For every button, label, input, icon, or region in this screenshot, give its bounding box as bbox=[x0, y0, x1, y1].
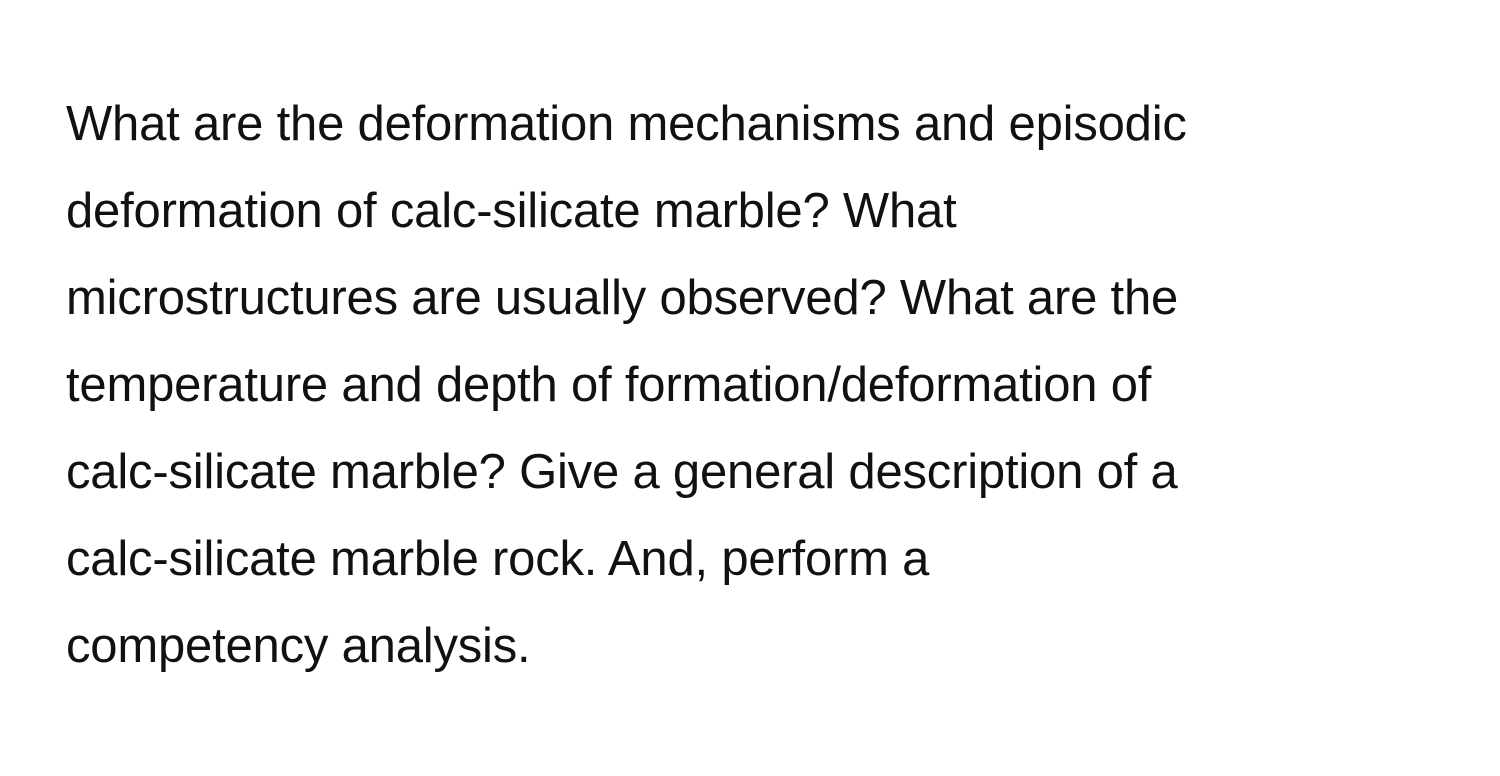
question-line: competency analysis. bbox=[66, 619, 531, 673]
question-line: calc-silicate marble rock. And, perform a bbox=[66, 532, 930, 586]
question-line: calc-silicate marble? Give a general description of a bbox=[66, 445, 1178, 499]
question-line: temperature and depth of formation/deformation of bbox=[66, 358, 1152, 412]
question-line: What are the deformation mechanisms and episodic bbox=[66, 97, 1187, 151]
question-line: microstructures are usually observed? What are the bbox=[66, 271, 1179, 325]
question-line: deformation of calc-silicate marble? What bbox=[66, 184, 957, 238]
question-text bbox=[66, 81, 1476, 690]
